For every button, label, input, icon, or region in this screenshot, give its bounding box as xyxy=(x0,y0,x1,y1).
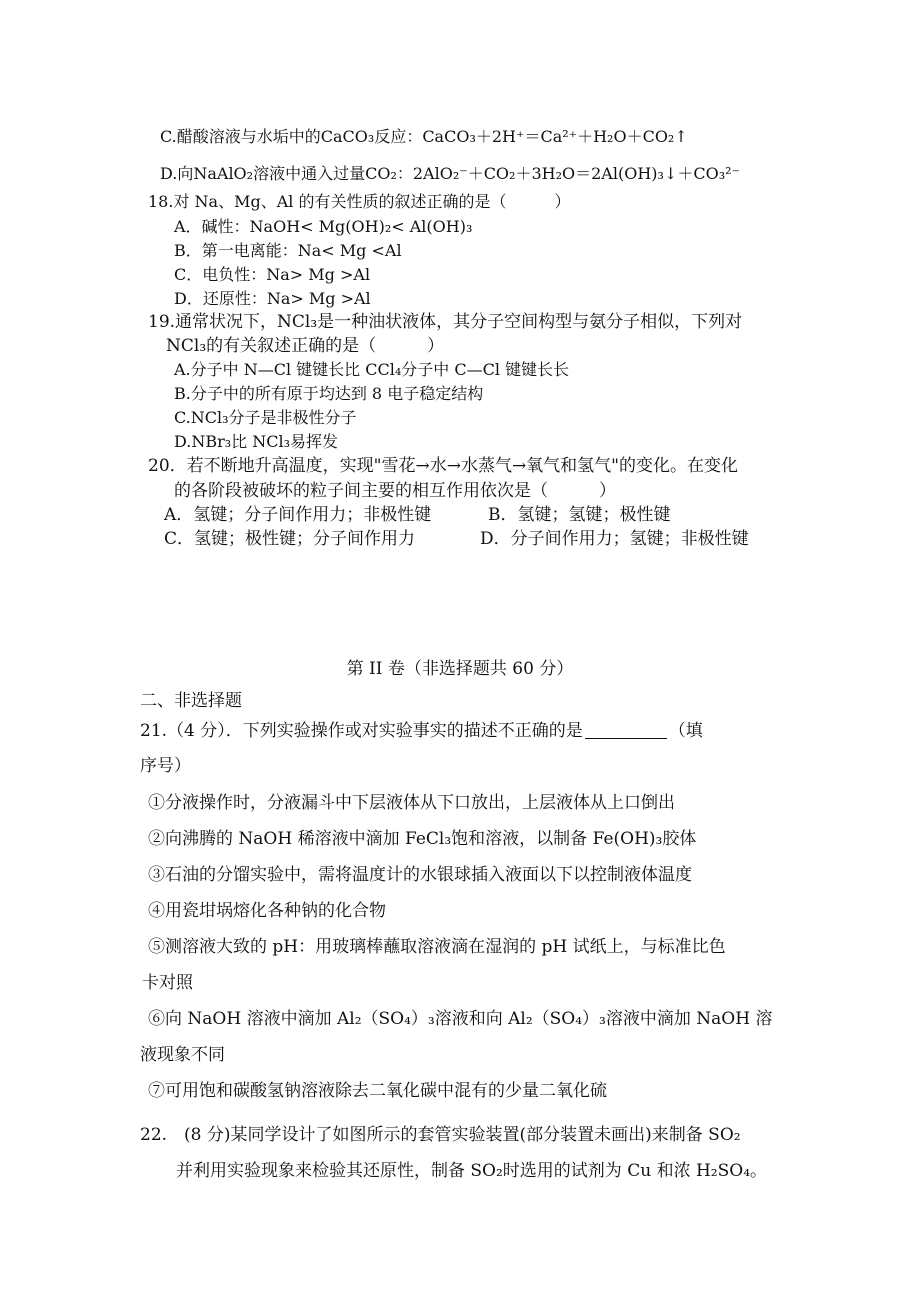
q19-option-d: D.NBr₃比 NCl₃易挥发 xyxy=(174,432,339,451)
q21-item-5: ⑤测溶液大致的 pH：用玻璃棒蘸取溶液滴在湿润的 pH 试纸上，与标准比色 xyxy=(148,937,726,957)
q20-option-c: C．氢键；极性键；分子间作用力 xyxy=(164,529,416,549)
q21-item-1: ①分液操作时，分液漏斗中下层液体从下口放出，上层液体从上口倒出 xyxy=(148,793,675,813)
q17-option-c: C.醋酸溶液与水垢中的CaCO₃反应：CaCO₃＋2H⁺＝Ca²⁺＋H₂O＋CO₂↑ xyxy=(160,127,688,146)
q19-stem-line2: NCl₃的有关叙述正确的是（ ） xyxy=(166,336,445,356)
q20-option-a: A．氢键；分子间作用力；非极性键 xyxy=(164,505,432,525)
q21-stem-line2: 序号） xyxy=(140,756,191,776)
q21-item-6-cont: 液现象不同 xyxy=(140,1045,225,1065)
q17-option-d: D.向NaAlO₂溶液中通入过量CO₂：2AlO₂⁻＋CO₂＋3H₂O＝2Al(OH)₃↓＋CO₃²⁻ xyxy=(160,164,740,183)
q21-item-6: ⑥向 NaOH 溶液中滴加 Al₂（SO₄）₃溶液和向 Al₂（SO₄）₃溶液中滴加 NaOH 溶 xyxy=(148,1009,773,1029)
q20-option-d: D．分子间作用力；氢键；非极性键 xyxy=(480,529,749,549)
section-heading: 二、非选择题 xyxy=(140,691,242,711)
q22-line1: 22. (8 分)某同学设计了如图所示的套管实验装置(部分装置未画出)来制备 SO₂ xyxy=(140,1125,741,1145)
q18-option-a: A．碱性：NaOH< Mg(OH)₂< Al(OH)₃ xyxy=(174,217,473,236)
q21-stem-line1 xyxy=(140,720,703,742)
q21-item-5-cont: 卡对照 xyxy=(142,973,193,993)
q21-stem-tail: （填 xyxy=(668,721,703,741)
answer-blank[interactable] xyxy=(585,720,667,739)
q19-option-b: B.分子中的所有原于均达到 8 电子稳定结构 xyxy=(174,384,484,403)
q21-item-4: ④用瓷坩埚熔化各种钠的化合物 xyxy=(148,901,386,921)
q21-item-2: ②向沸腾的 NaOH 稀溶液中滴加 FeCl₃饱和溶液，以制备 Fe(OH)₃胶体 xyxy=(148,829,697,849)
q19-stem-line1: 19.通常状况下，NCl₃是一种油状液体，其分子空间构型与氨分子相似，下列对 xyxy=(148,312,743,332)
q18-option-d: D．还原性：Na> Mg >Al xyxy=(174,289,371,308)
q18-stem: 18.对 Na、Mg、Al 的有关性质的叙述正确的是（ ） xyxy=(148,192,571,211)
q20-stem-line1: 20．若不断地升高温度，实现"雪花→水→水蒸气→氧气和氢气"的变化。在变化 xyxy=(148,456,739,476)
q22-line2: 并利用实验现象来检验其还原性，制备 SO₂时选用的试剂为 Cu 和浓 H₂SO₄。 xyxy=(176,1161,768,1181)
part-two-title: 第 II 卷（非选择题共 60 分） xyxy=(346,659,574,679)
q21-item-7: ⑦可用饱和碳酸氢钠溶液除去二氧化碳中混有的少量二氧化硫 xyxy=(148,1081,607,1101)
q18-option-b: B．第一电离能：Na< Mg <Al xyxy=(174,241,402,260)
q19-option-a: A.分子中 N—Cl 键键长比 CCl₄分子中 C—Cl 键键长长 xyxy=(174,360,570,379)
q20-option-b: B．氢键；氢键；极性键 xyxy=(488,505,671,525)
q21-item-3: ③石油的分馏实验中，需将温度计的水银球插入液面以下以控制液体温度 xyxy=(148,865,692,885)
q21-stem-text: 21.（4 分）．下列实验操作或对实验事实的描述不正确的是 xyxy=(140,721,583,741)
q19-option-c: C.NCl₃分子是非极性分子 xyxy=(174,408,357,427)
q20-stem-line2: 的各阶段被破坏的粒子间主要的相互作用依次是（ ） xyxy=(174,481,616,501)
q18-option-c: C．电负性：Na> Mg >Al xyxy=(174,265,371,284)
